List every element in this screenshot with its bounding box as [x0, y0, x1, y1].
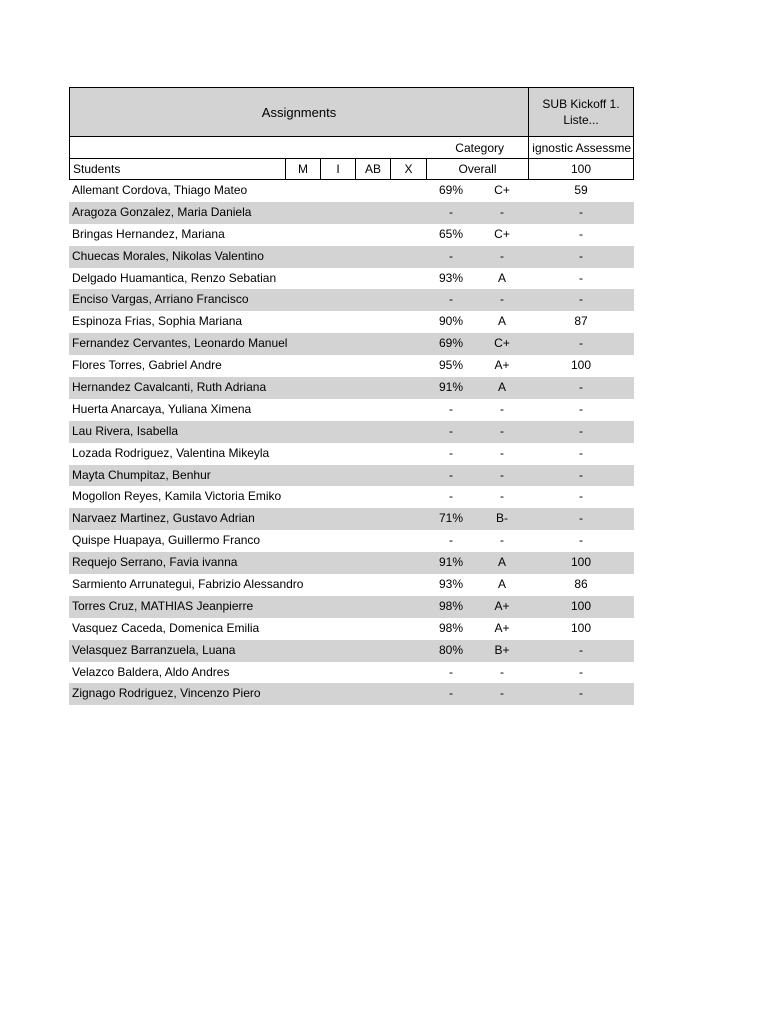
overall-grade: A [497, 577, 506, 592]
assignment-score: - [579, 511, 583, 526]
student-name: Mogollon Reyes, Kamila Victoria Emiko [72, 489, 282, 504]
overall-grade: C+ [494, 336, 510, 351]
max-points-header: 100 [528, 158, 634, 180]
student-name: Hernandez Cavalcanti, Ruth Adriana [72, 380, 267, 395]
student-name: Flores Torres, Gabriel Andre [72, 358, 222, 373]
overall-percent: - [449, 401, 453, 416]
overall-percent: - [449, 423, 453, 438]
student-name: Espinoza Frias, Sophia Mariana [72, 314, 243, 329]
overall-grade: A+ [494, 598, 510, 613]
assignment-score: - [579, 380, 583, 395]
table-row [69, 377, 634, 399]
table-row [69, 683, 634, 705]
overall-percent: 65% [438, 226, 464, 241]
table-row [69, 618, 634, 640]
overall-grade: - [500, 401, 504, 416]
overall-percent: - [449, 445, 453, 460]
overall-grade: - [500, 467, 504, 482]
overall-percent: 95% [438, 358, 464, 373]
overall-percent: 80% [438, 642, 464, 657]
overall-percent: 91% [438, 555, 464, 570]
i-column-header: I [320, 158, 356, 180]
assignment-score: 100 [570, 620, 592, 635]
students-column-header: Students [69, 158, 286, 180]
table-row [69, 443, 634, 465]
assignment-score: 100 [570, 358, 592, 373]
overall-grade: A+ [494, 620, 510, 635]
category-value: ignostic Assessme [528, 136, 634, 159]
overall-percent: 93% [438, 577, 464, 592]
assignment-score: - [579, 204, 583, 219]
student-name: Velasquez Barranzuela, Luana [72, 642, 236, 657]
overall-percent: - [449, 292, 453, 307]
assignment-score: - [579, 664, 583, 679]
x-column-header: X [390, 158, 427, 180]
table-row [69, 268, 634, 290]
table-row [69, 530, 634, 552]
overall-grade: - [500, 204, 504, 219]
assignments-header: Assignments [69, 87, 529, 137]
overall-grade: A+ [494, 358, 510, 373]
overall-percent: - [449, 686, 453, 701]
overall-percent: - [449, 467, 453, 482]
table-row [69, 355, 634, 377]
overall-percent: - [449, 664, 453, 679]
assignment-score: 59 [574, 183, 588, 197]
student-name: Sarmiento Arrunategui, Fabrizio Alessandro [72, 577, 304, 592]
overall-percent: 71% [438, 511, 464, 526]
assignment-score: - [579, 686, 583, 701]
table-row [69, 289, 634, 311]
student-name: Requejo Serrano, Favia ivanna [72, 555, 238, 570]
table-row [69, 224, 634, 246]
table-row [69, 465, 634, 487]
assignment-score: - [579, 533, 583, 548]
overall-percent: 98% [438, 598, 464, 613]
overall-grade: B- [496, 511, 508, 526]
overall-grade: A [497, 314, 506, 329]
assignment-score: - [579, 445, 583, 460]
overall-grade: C+ [494, 226, 510, 241]
overall-grade: A [497, 380, 506, 395]
student-name: Velazco Baldera, Aldo Andres [72, 664, 230, 679]
student-name: Vasquez Caceda, Domenica Emilia [72, 620, 260, 635]
overall-grade: C+ [494, 183, 510, 197]
table-row [69, 574, 634, 596]
ab-column-header: AB [355, 158, 391, 180]
student-name: Quispe Huapaya, Guillermo Franco [72, 533, 261, 548]
overall-percent: 69% [438, 183, 464, 197]
overall-grade: - [500, 248, 504, 263]
overall-percent: 93% [438, 270, 464, 285]
overall-grade: A [497, 555, 506, 570]
assignment-score: 100 [570, 598, 592, 613]
overall-percent: 69% [438, 336, 464, 351]
assignment-score: 86 [574, 577, 588, 592]
student-name: Huerta Anarcaya, Yuliana Ximena [72, 401, 252, 416]
table-row [69, 508, 634, 530]
m-column-header: M [285, 158, 321, 180]
overall-grade: - [500, 533, 504, 548]
assignment-score: - [579, 401, 583, 416]
overall-percent: - [449, 248, 453, 263]
student-name: Fernandez Cervantes, Leonardo Manuel [72, 336, 288, 351]
table-row [69, 552, 634, 574]
table-row [69, 333, 634, 355]
assignment-score: - [579, 226, 583, 241]
student-name: Allemant Cordova, Thiago Mateo [72, 183, 248, 197]
assignment-title-header: SUB Kickoff 1. Liste... [528, 87, 634, 137]
overall-percent: - [449, 533, 453, 548]
overall-grade: - [500, 292, 504, 307]
assignment-score: - [579, 292, 583, 307]
gradebook-report [69, 87, 635, 701]
overall-grade: A [497, 270, 506, 285]
student-rows [69, 180, 634, 705]
assignment-score: - [579, 336, 583, 351]
table-header [69, 87, 634, 180]
student-name: Chuecas Morales, Nikolas Valentino [72, 248, 264, 263]
table-row [69, 311, 634, 333]
overall-percent: 98% [438, 620, 464, 635]
overall-percent: - [449, 204, 453, 219]
table-row [69, 399, 634, 421]
table-row [69, 421, 634, 443]
overall-grade: - [500, 445, 504, 460]
table-row [69, 640, 634, 662]
overall-column-header: Overall [426, 158, 529, 180]
table-row [69, 202, 634, 224]
overall-grade: - [500, 664, 504, 679]
overall-grade: - [500, 489, 504, 504]
student-name: Narvaez Martinez, Gustavo Adrian [72, 511, 255, 526]
assignment-score: - [579, 467, 583, 482]
table-row [69, 596, 634, 618]
student-name: Delgado Huamantica, Renzo Sebatian [72, 270, 277, 285]
student-name: Enciso Vargas, Arriano Francisco [72, 292, 249, 307]
assignment-score: 100 [570, 555, 592, 570]
student-name: Lau Rivera, Isabella [72, 423, 179, 438]
assignment-score: 87 [574, 314, 588, 329]
assignment-score: - [579, 423, 583, 438]
overall-percent: 90% [438, 314, 464, 329]
assignment-score: - [579, 270, 583, 285]
overall-percent: - [449, 489, 453, 504]
assignment-score: - [579, 642, 583, 657]
overall-grade: - [500, 686, 504, 701]
assignment-score: - [579, 489, 583, 504]
overall-percent: 91% [438, 380, 464, 395]
student-name: Torres Cruz, MATHIAS Jeanpierre [72, 598, 254, 613]
student-name: Mayta Chumpitaz, Benhur [72, 467, 211, 482]
student-name: Zignago Rodriguez, Vincenzo Piero [72, 686, 261, 701]
overall-grade: - [500, 423, 504, 438]
assignment-score: - [579, 248, 583, 263]
table-row [69, 246, 634, 268]
category-label: Category [69, 136, 529, 159]
table-row [69, 180, 634, 202]
student-name: Bringas Hernandez, Mariana [72, 226, 225, 241]
overall-grade: B+ [494, 642, 510, 657]
student-name: Aragoza Gonzalez, Maria Daniela [72, 204, 252, 219]
table-row [69, 486, 634, 508]
student-name: Lozada Rodriguez, Valentina Mikeyla [72, 445, 270, 460]
table-row [69, 662, 634, 684]
